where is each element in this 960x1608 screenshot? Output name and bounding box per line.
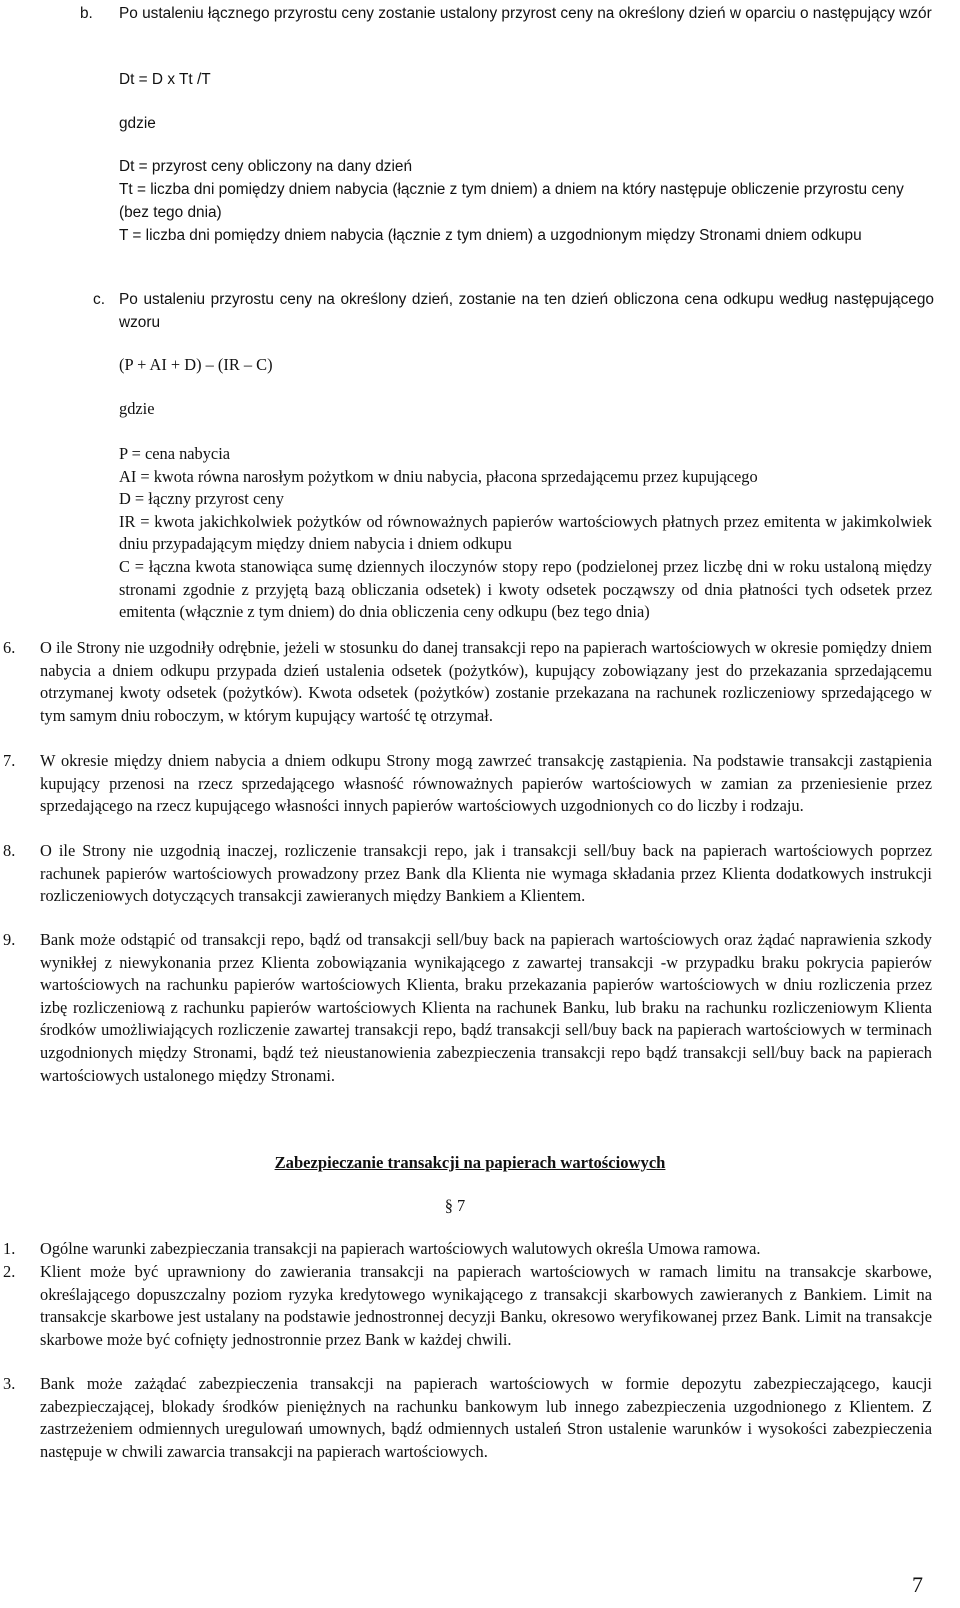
section-c-def: IR = kwota jakichkolwiek pożytków od równoważnych papierów wartościowych płatnych przez emitenta w jakimkolwiek dniu przypadającym między dniem nabycia i dniem odkupu <box>119 511 932 554</box>
page-number: 7 <box>912 1572 923 1597</box>
section-c-marker: c. <box>93 291 105 308</box>
section-heading: Zabezpieczanie transakcji na papierach wartościowych <box>274 1153 666 1172</box>
list-item: O ile Strony nie uzgodniły odrębnie, jeżeli w stosunku do danej transakcji repo na papierach wartościowych w okresie pomiędzy dniem nabycia a dniem odkupu przypada dzień ustalenia odsetek (pożytków), kupujący zobowiązany jest do przekazania sprzedającemu otrzymanej kwoty odsetek (pożytków). Kwota odsetek (pożytków) zostanie przekazana na rachunek rozliczeniowy sprzedającego w tym samym dniu roboczym, w którym kupujący wartość tę otrzymał. <box>40 638 932 725</box>
section-c-def: C = łączna kwota stanowiąca sumę dziennych iloczynów stopy repo (podzielonej przez liczbę dni w roku ustaloną między stronami zgodnie z przyjętą bazą obliczania odsetek) i kwoty odsetek począwszy od dnia płatności tych odsetek przez emitenta (włącznie z tym dniem) do dnia obliczenia ceny odkupu (bez tego dnia) <box>119 556 932 622</box>
list-item: Ogólne warunki zabezpieczania transakcji na papierach wartościowych walutowych określa Umowa ramowa. <box>40 1239 761 1258</box>
item-number: 7. <box>3 751 16 770</box>
item-number: 2. <box>3 1262 16 1281</box>
item-number: 6. <box>3 638 16 657</box>
section-c-where: gdzie <box>119 399 155 418</box>
list-item: W okresie między dniem nabycia a dniem odkupu Strony mogą zawrzeć transakcję zastąpienia. Na podstawie transakcji zastąpienia kupujący przenosi na rzecz sprzedającego własność równoważnych papierów wartościowych w zamian za przeniesienie przez sprzedającego na rzecz kupującego własności innych papierów wartościowych uzgodnionych co do liczby i rodzaju. <box>40 751 932 816</box>
section-c-def: P = cena nabycia <box>119 444 231 463</box>
section-c-intro: Po ustaleniu przyrostu ceny na określony dzień, zostanie na ten dzień obliczona cena odkupu według następującego wzoru <box>119 291 934 331</box>
item-number: 9. <box>3 930 16 949</box>
item-number: 8. <box>3 841 16 860</box>
section-b-intro: Po ustaleniu łącznego przyrostu ceny zostanie ustalony przyrost ceny na określony dzień w oparciu o następujący wzór <box>119 5 932 22</box>
list-item: Bank może odstąpić od transakcji repo, bądź od transakcji sell/buy back na papierach wartościowych oraz żądać naprawienia szkody wynikłej z niewykonania przez Klienta zobowiązania wynikającego z zawartej transakcji -w przypadku braku pokrycia papierów wartościowych na rachunku papierów wartościowych Klienta, braku przekazania papierów wartościowych w dniu rozliczenia przez izbę rozliczeniową z rachunku papierów wartościowych Klienta na rachunek Banku, lub braku na rachunku rozliczeniowym Klienta środków umożliwiających rozliczenie zawartej transakcji repo, bądź transakcji sell/buy back na papierach wartościowych w terminach uzgodnionych między Stronami, bądź też nieustanowienia zabezpieczenia transakcji repo bądź transakcji sell/buy back na papierach wartościowych ustalonego między Stronami. <box>40 930 932 1085</box>
section-b-marker: b. <box>80 5 93 22</box>
section-b-def: Tt = liczba dni pomiędzy dniem nabycia (łącznie z tym dniem) a dniem na który następuje obliczenie przyrostu ceny (bez tego dnia) <box>119 181 904 221</box>
item-number: 3. <box>3 1374 16 1393</box>
list-item: O ile Strony nie uzgodnią inaczej, rozliczenie transakcji repo, jak i transakcji sell/buy back na papierach wartościowych poprzez rachunek papierów wartościowych prowadzony przez Bank dla Klienta nie wymaga składania przez Klienta dodatkowych instrukcji rozliczeniowych dotyczących transakcji zawieranych między Bankiem a Klientem. <box>40 841 932 906</box>
section-c-formula: (P + AI + D) – (IR – C) <box>119 355 273 374</box>
section-c-def-list <box>119 443 932 624</box>
section-c-def: AI = kwota równa narosłym pożytkom w dniu nabycia, płacona sprzedającemu przez kupującego <box>119 466 758 486</box>
section-c-def: D = łączny przyrost ceny <box>119 489 284 509</box>
section-b-formula: Dt = D x Tt /T <box>119 71 211 88</box>
paragraph-mark: § 7 <box>444 1196 466 1215</box>
section-b-def-list <box>119 155 934 247</box>
section-b-def: T = liczba dni pomiędzy dniem nabycia (łącznie z tym dniem) a uzgodnionym między Stronami dniem odkupu <box>119 227 862 244</box>
item-number: 1. <box>3 1239 16 1258</box>
list-item: Bank może zażądać zabezpieczenia transakcji na papierach wartościowych w formie depozytu zabezpieczającego, kaucji zabezpieczającej, blokady środków pieniężnych na rachunku bankowym lub innego zabezpieczenia uzgodnionego z Klientem. Z zastrzeżeniem odmiennych uregulowań umownych, bądź odmiennych ustaleń Stron ustalenie warunków i wysokości zabezpieczenia następuje w chwili zawarcia transakcji na papierach wartościowych. <box>40 1374 932 1461</box>
list-item: Klient może być uprawniony do zawierania transakcji na papierach wartościowych w ramach limitu na transakcje skarbowe, określającego dopuszczalny poziom ryzyka kredytowego wynikającego z transakcji skarbowych zawieranych z Bankiem. Limit na transakcje skarbowe jest ustalany na podstawie jednostronnej decyzji Banku, okresowo weryfikowanej przez Bank. Limit na transakcje skarbowe może być cofnięty jednostronnie przez Bank w każdej chwili. <box>40 1262 932 1349</box>
section-b-def: Dt = przyrost ceny obliczony na dany dzień <box>119 158 413 175</box>
section-b-where: gdzie <box>119 115 156 132</box>
